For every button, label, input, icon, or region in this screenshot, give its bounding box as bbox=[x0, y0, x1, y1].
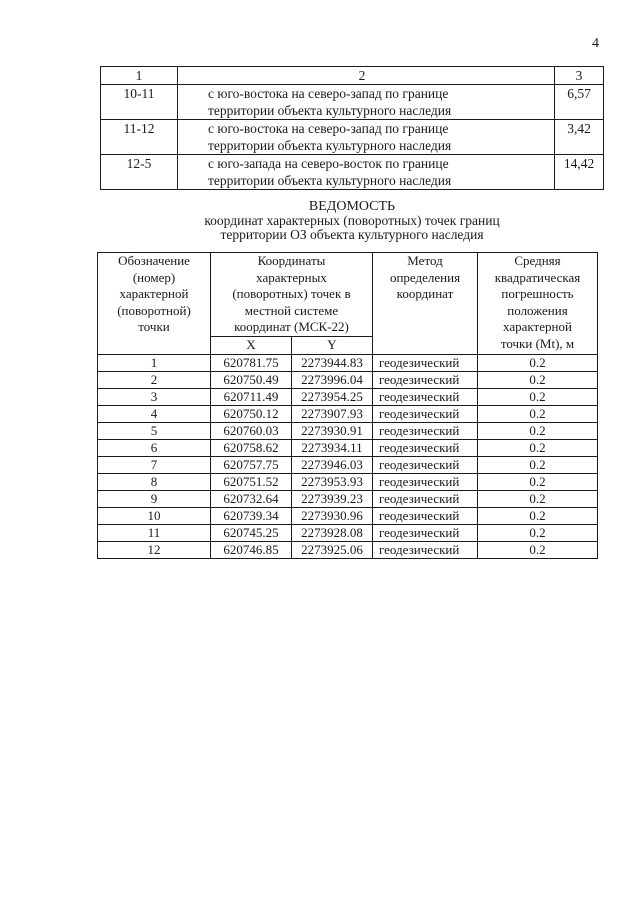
method-cell: геодезический bbox=[373, 371, 478, 388]
error-cell: 0.2 bbox=[478, 422, 598, 439]
direction-line: с юго-востока на северо-запад по границе bbox=[208, 121, 449, 136]
header-line: квадратическая bbox=[494, 269, 581, 285]
error-cell: 0.2 bbox=[478, 456, 598, 473]
point-cell: 11 bbox=[98, 524, 211, 541]
point-cell: 1 bbox=[98, 354, 211, 371]
y-coordinate-cell: 2273944.83 bbox=[292, 354, 373, 371]
header-line: определения bbox=[389, 269, 461, 285]
point-cell: 2 bbox=[98, 371, 211, 388]
x-coordinate-cell: 620750.49 bbox=[211, 371, 292, 388]
table-row bbox=[98, 524, 598, 541]
x-coordinate-cell: 620757.75 bbox=[211, 456, 292, 473]
header-line: Средняя bbox=[514, 253, 561, 268]
x-coordinate-cell: 620746.85 bbox=[211, 541, 292, 558]
point-cell: 12 bbox=[98, 541, 211, 558]
y-coordinate-cell: 2273939.23 bbox=[292, 490, 373, 507]
x-coordinate-cell: 620732.64 bbox=[211, 490, 292, 507]
column-number-3: 3 bbox=[555, 67, 604, 85]
table-header-row bbox=[101, 67, 604, 85]
direction-line: с юго-запада на северо-восток по границе bbox=[208, 156, 449, 171]
coordinates-header bbox=[211, 253, 373, 337]
heading-title: ВЕДОМОСТЬ bbox=[308, 199, 396, 214]
point-cell: 3 bbox=[98, 388, 211, 405]
length-cell: 6,57 bbox=[555, 85, 604, 120]
direction-cell bbox=[178, 155, 555, 190]
table-row bbox=[98, 456, 598, 473]
header-line: точки bbox=[138, 319, 170, 334]
table-row bbox=[101, 120, 604, 155]
direction-line: территории объекта культурного наследия bbox=[208, 173, 452, 188]
method-cell: геодезический bbox=[373, 439, 478, 456]
column-number-2: 2 bbox=[178, 67, 555, 85]
method-cell: геодезический bbox=[373, 490, 478, 507]
x-coordinate-cell: 620751.52 bbox=[211, 473, 292, 490]
y-coordinate-cell: 2273934.11 bbox=[292, 439, 373, 456]
table-row bbox=[98, 541, 598, 558]
error-cell: 0.2 bbox=[478, 541, 598, 558]
y-coordinate-cell: 2273953.93 bbox=[292, 473, 373, 490]
error-cell: 0.2 bbox=[478, 405, 598, 422]
header-line: характерных bbox=[256, 269, 327, 285]
error-cell: 0.2 bbox=[478, 524, 598, 541]
x-coordinate-cell: 620781.75 bbox=[211, 354, 292, 371]
point-cell: 6 bbox=[98, 439, 211, 456]
method-header bbox=[373, 253, 478, 355]
table-row bbox=[98, 422, 598, 439]
direction-cell bbox=[178, 85, 555, 120]
heading-subtitle-line: территории ОЗ объекта культурного наследия bbox=[220, 227, 484, 242]
method-cell: геодезический bbox=[373, 405, 478, 422]
table-row bbox=[98, 388, 598, 405]
header-line: характерной bbox=[119, 286, 189, 301]
header-line: (поворотных) точек в bbox=[232, 286, 351, 301]
table-row bbox=[98, 490, 598, 507]
direction-line: территории объекта культурного наследия bbox=[208, 103, 452, 118]
table-row bbox=[98, 405, 598, 422]
x-coordinate-cell: 620711.49 bbox=[211, 388, 292, 405]
coordinates-table bbox=[97, 252, 598, 559]
error-cell: 0.2 bbox=[478, 439, 598, 456]
boundary-segments-table bbox=[100, 66, 604, 190]
header-line: местной системе bbox=[244, 302, 339, 318]
table-row bbox=[98, 354, 598, 371]
header-line: погрешность bbox=[501, 286, 574, 301]
x-coordinate-cell: 620758.62 bbox=[211, 439, 292, 456]
point-cell: 8 bbox=[98, 473, 211, 490]
statement-heading bbox=[100, 200, 604, 242]
header-line: точки (Mt), м bbox=[500, 335, 575, 351]
y-coordinate-cell: 2273925.06 bbox=[292, 541, 373, 558]
y-coordinate-cell: 2273954.25 bbox=[292, 388, 373, 405]
method-cell: геодезический bbox=[373, 541, 478, 558]
point-cell: 9 bbox=[98, 490, 211, 507]
point-cell: 5 bbox=[98, 422, 211, 439]
x-coordinate-cell: 620739.34 bbox=[211, 507, 292, 524]
x-coordinate-cell: 620750.12 bbox=[211, 405, 292, 422]
method-cell: геодезический bbox=[373, 388, 478, 405]
method-cell: геодезический bbox=[373, 354, 478, 371]
x-column-header: X bbox=[211, 337, 292, 355]
y-column-header: Y bbox=[292, 337, 373, 355]
method-cell: геодезический bbox=[373, 456, 478, 473]
header-line: (номер) bbox=[132, 269, 176, 285]
table-row bbox=[101, 85, 604, 120]
y-coordinate-cell: 2273996.04 bbox=[292, 371, 373, 388]
heading-subtitle-line: координат характерных (поворотных) точек границ bbox=[204, 213, 500, 228]
table-row bbox=[98, 507, 598, 524]
y-coordinate-cell: 2273928.08 bbox=[292, 524, 373, 541]
header-line: характерной bbox=[503, 319, 572, 334]
header-line: Обозначение bbox=[118, 253, 190, 268]
x-coordinate-cell: 620760.03 bbox=[211, 422, 292, 439]
y-coordinate-cell: 2273930.96 bbox=[292, 507, 373, 524]
column-number-1: 1 bbox=[101, 67, 178, 85]
table-row bbox=[101, 155, 604, 190]
header-line: Метод bbox=[407, 253, 443, 268]
direction-line: территории объекта культурного наследия bbox=[208, 138, 452, 153]
method-cell: геодезический bbox=[373, 422, 478, 439]
length-cell: 3,42 bbox=[555, 120, 604, 155]
direction-cell bbox=[178, 120, 555, 155]
point-designation-header bbox=[98, 253, 211, 355]
table-header-row bbox=[98, 253, 598, 337]
page-number: 4 bbox=[592, 36, 599, 51]
method-cell: геодезический bbox=[373, 507, 478, 524]
error-header bbox=[478, 253, 598, 355]
error-cell: 0.2 bbox=[478, 490, 598, 507]
x-coordinate-cell: 620745.25 bbox=[211, 524, 292, 541]
method-cell: геодезический bbox=[373, 524, 478, 541]
header-line: координат bbox=[396, 286, 454, 301]
y-coordinate-cell: 2273930.91 bbox=[292, 422, 373, 439]
segment-cell: 11-12 bbox=[101, 120, 178, 155]
error-cell: 0.2 bbox=[478, 507, 598, 524]
header-line: Координаты bbox=[257, 253, 326, 268]
point-cell: 10 bbox=[98, 507, 211, 524]
y-coordinate-cell: 2273946.03 bbox=[292, 456, 373, 473]
error-cell: 0.2 bbox=[478, 473, 598, 490]
header-line: координат (МСК-22) bbox=[234, 319, 349, 334]
segment-cell: 10-11 bbox=[101, 85, 178, 120]
method-cell: геодезический bbox=[373, 473, 478, 490]
length-cell: 14,42 bbox=[555, 155, 604, 190]
table-row bbox=[98, 371, 598, 388]
table-row bbox=[98, 439, 598, 456]
segment-cell: 12-5 bbox=[101, 155, 178, 190]
header-line: (поворотной) bbox=[117, 302, 191, 318]
direction-line: с юго-востока на северо-запад по границе bbox=[208, 86, 449, 101]
point-cell: 4 bbox=[98, 405, 211, 422]
y-coordinate-cell: 2273907.93 bbox=[292, 405, 373, 422]
error-cell: 0.2 bbox=[478, 388, 598, 405]
table-row bbox=[98, 473, 598, 490]
header-line: положения bbox=[507, 302, 568, 318]
error-cell: 0.2 bbox=[478, 354, 598, 371]
point-cell: 7 bbox=[98, 456, 211, 473]
error-cell: 0.2 bbox=[478, 371, 598, 388]
